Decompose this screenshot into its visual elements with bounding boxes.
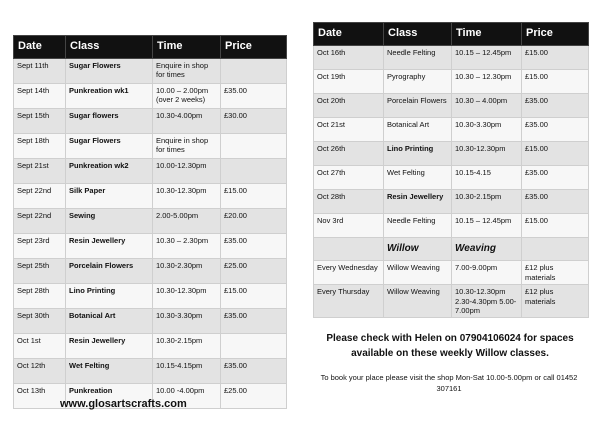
class-cell: Needle Felting xyxy=(384,213,452,237)
header-time: Time xyxy=(153,36,221,59)
date-cell: Oct 19th xyxy=(314,69,384,93)
table-row xyxy=(14,358,287,383)
table-row xyxy=(14,208,287,233)
table-row xyxy=(14,158,287,183)
date-cell: Sept 11th xyxy=(14,58,66,83)
time-cell: 10.15-4.15 xyxy=(452,165,522,189)
table-row xyxy=(314,45,589,69)
date-cell: Oct 27th xyxy=(314,165,384,189)
date-cell: Sept 22nd xyxy=(14,208,66,233)
class-cell: Lino Printing xyxy=(66,283,153,308)
left-header-row xyxy=(14,36,287,59)
class-cell: Sugar Flowers xyxy=(66,58,153,83)
class-cell: Punkreation wk2 xyxy=(66,158,153,183)
price-cell: £15.00 xyxy=(522,141,589,165)
left-schedule-table xyxy=(13,35,287,409)
class-cell: Botanical Art xyxy=(66,308,153,333)
date-cell: Oct 12th xyxy=(14,358,66,383)
time-cell: 10.30-2.30pm xyxy=(153,258,221,283)
table-row xyxy=(14,83,287,108)
date-cell: Sept 15th xyxy=(14,108,66,133)
time-cell: 10.30-2.15pm xyxy=(153,333,221,358)
class-cell: Pyrography xyxy=(384,69,452,93)
header-class: Class xyxy=(66,36,153,59)
table-row xyxy=(14,108,287,133)
date-cell: Sept 14th xyxy=(14,83,66,108)
date-cell: Sept 25th xyxy=(14,258,66,283)
price-cell: £35.00 xyxy=(522,165,589,189)
table-row xyxy=(314,213,589,237)
header-price: Price xyxy=(221,36,287,59)
price-cell: £25.00 xyxy=(221,258,287,283)
date-cell: Oct 16th xyxy=(314,45,384,69)
price-cell: £30.00 xyxy=(221,108,287,133)
website-url[interactable]: www.glosartscrafts.com xyxy=(60,398,187,410)
date-cell: Sept 21st xyxy=(14,158,66,183)
header-date: Date xyxy=(314,23,384,46)
price-cell: £35.00 xyxy=(221,308,287,333)
class-cell: Porcelain Flowers xyxy=(66,258,153,283)
price-cell: £15.00 xyxy=(522,45,589,69)
table-row xyxy=(314,141,589,165)
class-cell: Willow Weaving xyxy=(384,261,452,285)
class-cell: Porcelain Flowers xyxy=(384,93,452,117)
price-cell: £35.00 xyxy=(522,189,589,213)
table-row xyxy=(314,69,589,93)
time-cell: 10.00 – 2.00pm (over 2 weeks) xyxy=(153,83,221,108)
price-cell: £35.00 xyxy=(221,233,287,258)
weaving-heading-word: Weaving xyxy=(452,237,522,261)
price-cell: £15.00 xyxy=(522,213,589,237)
willow-schedule-body xyxy=(314,261,589,318)
table-row xyxy=(314,285,589,318)
willow-heading-row xyxy=(314,237,589,261)
date-cell: Oct 28th xyxy=(314,189,384,213)
class-cell: Resin Jewellery xyxy=(66,333,153,358)
time-cell: 10.30-2.15pm xyxy=(452,189,522,213)
time-cell: Enquire in shop for times xyxy=(153,58,221,83)
right-schedule-table xyxy=(313,22,589,318)
table-row xyxy=(314,117,589,141)
header-class: Class xyxy=(384,23,452,46)
date-cell: Sept 23rd xyxy=(14,233,66,258)
time-cell: Enquire in shop for times xyxy=(153,133,221,158)
price-cell: £35.00 xyxy=(221,83,287,108)
right-header-row xyxy=(314,23,589,46)
date-cell: Every Thursday xyxy=(314,285,384,318)
date-cell: Sept 28th xyxy=(14,283,66,308)
date-cell: Sept 18th xyxy=(14,133,66,158)
time-cell: 10.15 – 12.45pm xyxy=(452,213,522,237)
time-cell: 10.15 – 12.45pm xyxy=(452,45,522,69)
time-cell: 10.30-12.30pm xyxy=(153,183,221,208)
class-cell: Wet Felting xyxy=(66,358,153,383)
header-date: Date xyxy=(14,36,66,59)
willow-heading-word: Willow xyxy=(384,237,452,261)
class-cell: Sewing xyxy=(66,208,153,233)
table-row xyxy=(14,283,287,308)
willow-notice: Please check with Helen on 07904106024 for spaces available on these weekly Willow classes. xyxy=(326,333,574,359)
price-cell: £35.00 xyxy=(522,117,589,141)
header-price: Price xyxy=(522,23,589,46)
date-cell: Oct 26th xyxy=(314,141,384,165)
table-row xyxy=(14,333,287,358)
table-row xyxy=(14,183,287,208)
date-cell: Oct 20th xyxy=(314,93,384,117)
time-cell: 10.15-4.15pm xyxy=(153,358,221,383)
class-cell: Punkreation xyxy=(66,383,153,408)
date-cell: Sept 22nd xyxy=(14,183,66,208)
class-cell: Wet Felting xyxy=(384,165,452,189)
table-row xyxy=(314,261,589,285)
time-cell: 7.00-9.00pm xyxy=(452,261,522,285)
price-cell: £25.00 xyxy=(221,383,287,408)
class-cell: Lino Printing xyxy=(384,141,452,165)
time-cell: 10.30-12.30pm 2.30-4.30pm 5.00-7.00pm xyxy=(452,285,522,318)
price-cell xyxy=(221,158,287,183)
time-cell: 2.00-5.00pm xyxy=(153,208,221,233)
price-cell xyxy=(221,58,287,83)
price-cell: £20.00 xyxy=(221,208,287,233)
price-cell: £15.00 xyxy=(221,183,287,208)
willow-section xyxy=(314,237,589,261)
table-row xyxy=(14,133,287,158)
time-cell: 10.30-3.30pm xyxy=(452,117,522,141)
price-cell: £35.00 xyxy=(522,93,589,117)
time-cell: 10.30-12.30pm xyxy=(452,141,522,165)
time-cell: 10.30-4.00pm xyxy=(153,108,221,133)
right-schedule-body xyxy=(314,45,589,237)
date-cell: Sept 30th xyxy=(14,308,66,333)
table-row xyxy=(14,308,287,333)
time-cell: 10.00 -4.00pm xyxy=(153,383,221,408)
price-cell: £12 plus materials xyxy=(522,261,589,285)
class-cell: Punkreation wk1 xyxy=(66,83,153,108)
price-cell: £15.00 xyxy=(221,283,287,308)
table-row xyxy=(14,258,287,283)
class-cell: Sugar Flowers xyxy=(66,133,153,158)
left-schedule-body xyxy=(14,58,287,408)
price-cell xyxy=(221,133,287,158)
date-cell: Oct 1st xyxy=(14,333,66,358)
class-cell: Resin Jewellery xyxy=(66,233,153,258)
price-cell: £35.00 xyxy=(221,358,287,383)
time-cell: 10.30-3.30pm xyxy=(153,308,221,333)
date-cell: Oct 13th xyxy=(14,383,66,408)
class-cell: Sugar flowers xyxy=(66,108,153,133)
price-cell: £15.00 xyxy=(522,69,589,93)
table-row xyxy=(314,93,589,117)
date-cell: Every Wednesday xyxy=(314,261,384,285)
time-cell: 10.30 – 2.30pm xyxy=(153,233,221,258)
table-row xyxy=(14,233,287,258)
table-row xyxy=(314,189,589,213)
table-row xyxy=(314,165,589,189)
date-cell: Oct 21st xyxy=(314,117,384,141)
header-time: Time xyxy=(452,23,522,46)
date-cell: Nov 3rd xyxy=(314,213,384,237)
class-cell: Silk Paper xyxy=(66,183,153,208)
class-cell: Needle Felting xyxy=(384,45,452,69)
time-cell: 10.30-12.30pm xyxy=(153,283,221,308)
price-cell: £12 plus materials xyxy=(522,285,589,318)
price-cell xyxy=(221,333,287,358)
class-cell: Resin Jewellery xyxy=(384,189,452,213)
table-row xyxy=(14,58,287,83)
time-cell: 10.00-12.30pm xyxy=(153,158,221,183)
booking-info: To book your place please visit the shop Mon-Sat 10.00-5.00pm or call 01452 307161 xyxy=(320,373,578,394)
class-cell: Willow Weaving xyxy=(384,285,452,318)
time-cell: 10.30 – 4.00pm xyxy=(452,93,522,117)
class-cell: Botanical Art xyxy=(384,117,452,141)
time-cell: 10.30 – 12.30pm xyxy=(452,69,522,93)
